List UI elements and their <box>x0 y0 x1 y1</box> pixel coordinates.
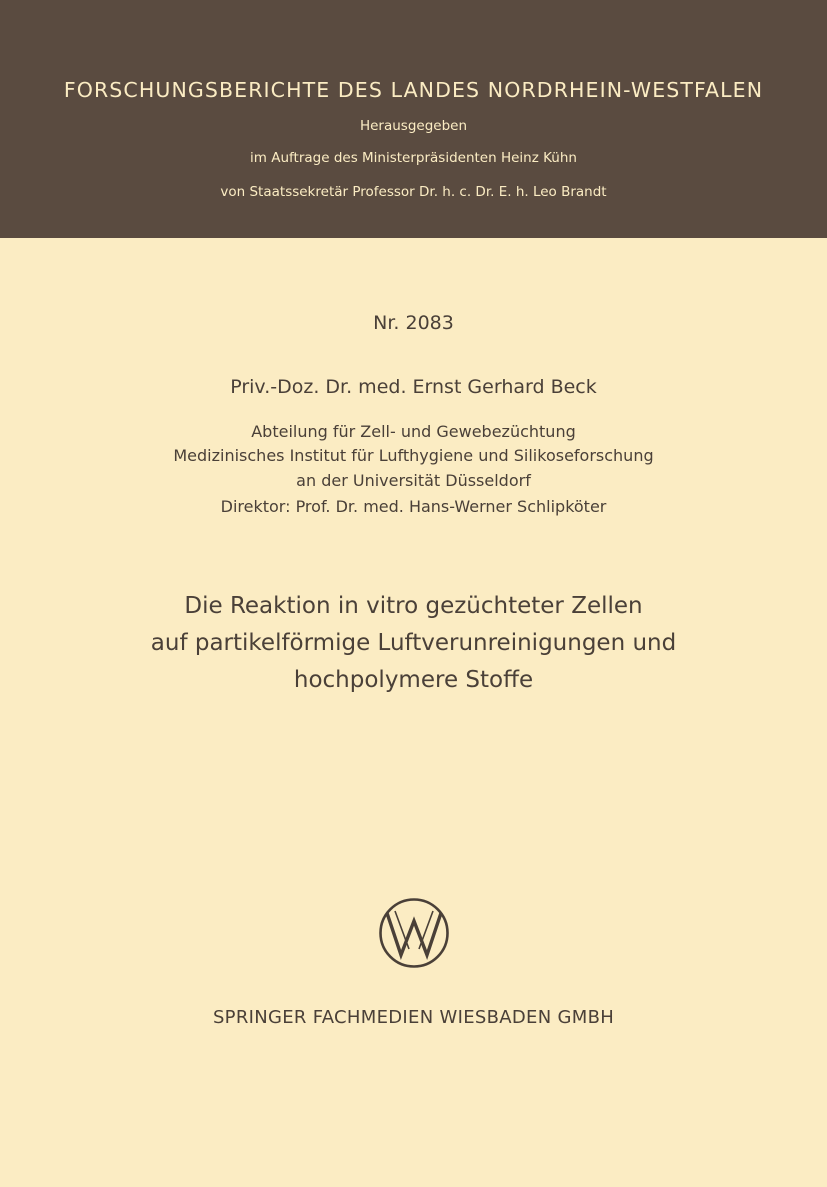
editor-line-herausgegeben: Herausgegeben <box>359 118 468 134</box>
book-title-line: auf partikelförmige Luftverunreinigungen und <box>150 630 677 656</box>
book-title-line: Die Reaktion in vitro gezüchteter Zellen <box>184 593 643 619</box>
book-title-line: hochpolymere Stoffe <box>293 667 534 693</box>
series-title: FORSCHUNGSBERICHTE DES LANDES NORDRHEIN-WESTFALEN <box>63 78 764 102</box>
affiliation-line: an der Universität Düsseldorf <box>296 471 531 490</box>
author-name: Priv.-Doz. Dr. med. Ernst Gerhard Beck <box>230 376 597 398</box>
affiliation-line: Direktor: Prof. Dr. med. Hans-Werner Schlipköter <box>220 497 607 516</box>
series-header-band <box>0 0 827 238</box>
springer-vs-logo-icon <box>378 897 450 969</box>
editor-line-auftrag: im Auftrage des Ministerpräsidenten Heinz Kühn <box>250 150 577 166</box>
publisher-name: SPRINGER FACHMEDIEN WIESBADEN GMBH <box>212 1007 615 1028</box>
affiliation-line: Abteilung für Zell- und Gewebezüchtung <box>251 422 576 441</box>
volume-number: Nr. 2083 <box>373 312 454 334</box>
editor-line-staatssekretaer: von Staatssekretär Professor Dr. h. c. Dr. E. h. Leo Brandt <box>220 184 607 200</box>
affiliation-line: Medizinisches Institut für Lufthygiene und Silikoseforschung <box>173 446 654 465</box>
